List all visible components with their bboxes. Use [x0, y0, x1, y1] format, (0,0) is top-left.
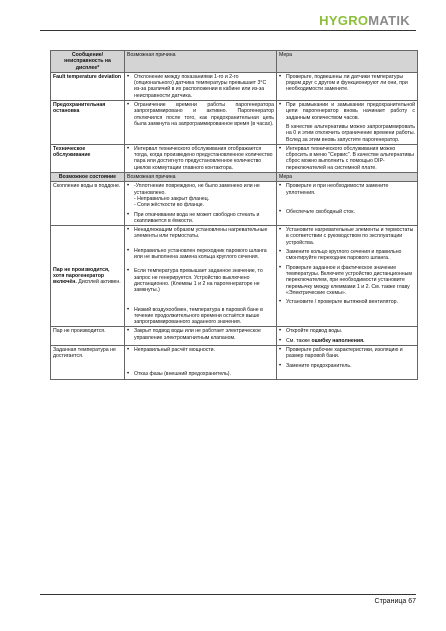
header-rule: [40, 30, 416, 31]
state-name: Заданная температура не достигается.: [51, 345, 125, 379]
page-number: Страница 67: [374, 598, 416, 605]
bullet-icon: •: [127, 268, 130, 275]
header-state: Возможное состояние: [51, 173, 125, 182]
measure-text: Проверьте заданное и фактическое значение температуры. Включите устройство дистанционным переключателем, при необходимости установите перемычку между клеммами 1 и 2. См. также главу «Электрические схемы».: [286, 264, 412, 296]
header-cause: Возможная причина: [125, 51, 277, 73]
header-measure: Мера: [277, 173, 418, 182]
measure-link-text: ошибку наполнения.: [311, 337, 365, 344]
measure-text: Замените предохранитель.: [286, 362, 352, 369]
table-row: [51, 226, 418, 327]
table-header-row: [51, 173, 418, 182]
bullet-icon: •: [127, 183, 130, 190]
measure-text: Проверьте рабочие характеристики, изоляцию и размер паровой бани.: [286, 346, 403, 360]
table-row: [51, 144, 418, 172]
bullet-icon: •: [279, 346, 282, 353]
measure-text: Проверьте, подвешены ли датчики температуры рядом друг с другом и функционируют ли они, при необходимости замените.: [286, 73, 408, 93]
fault-name: Техническое обслуживание: [51, 144, 125, 172]
bullet-icon: •: [279, 145, 282, 152]
cause-text: Неправильный расчёт мощности.: [134, 346, 216, 353]
table-row: [51, 101, 418, 145]
state-name: Пар не производится.: [51, 327, 125, 346]
cause-text: Низкий воздухообмен, температура в паровой бане в течение продолжительного времени остаётся выше запрограммированного заданного значения.: [134, 306, 263, 326]
measure-text: Откройте подвод воды.: [286, 328, 343, 335]
fault-name: Fault temperature deviation: [51, 72, 125, 100]
cause-text: Отказ фазы (внешний предохранитель).: [134, 371, 231, 378]
bullet-icon: •: [127, 145, 130, 152]
brand-logo: HYGROMATIK: [319, 13, 410, 28]
state-name: Скопление воды в поддоне.: [51, 182, 125, 226]
bullet-icon: •: [279, 264, 282, 271]
bullet-icon: •: [279, 227, 282, 234]
cause-text: - Соли жёсткости во фланце.: [134, 202, 205, 209]
cause-text: Если температура превышает заданное значение, то запрос не генерируется. Устройство выключено дистанционно. (Клеммы 1 и 2 на парогенераторе не замкнуты.): [134, 268, 263, 294]
measure-text: Обеспечьте свободный сток.: [286, 208, 355, 215]
bullet-icon: •: [279, 299, 282, 306]
cause-text: - Неправильно закрыт фланец.: [134, 195, 210, 202]
state-name: Пар не производится, хотя парогенератор включён. Дисплей активен.: [51, 226, 125, 327]
bullet-icon: •: [127, 328, 130, 335]
table-row: [51, 345, 418, 379]
measure-text: Интервал технического обслуживания можно сбросить в меню "Сервис". В качестве альтернативы сброс можно выполнить с помощью DIP-переключателей на системной плате.: [286, 145, 414, 171]
bullet-icon: •: [127, 102, 130, 109]
measure-text: При размыкании и замыкании предохранительной цепи парогенератор вновь начинает работу с заданным количеством часов.: [286, 102, 415, 121]
cause-text: При откачивании вода не может свободно стекать и скапливается в ёмкости.: [134, 211, 260, 224]
header-measure: Мера: [277, 51, 418, 73]
table-row: [51, 72, 418, 100]
cause-text: Отклонение между показаниями 1-го и 2-го (опционального) датчика температуры превышает 3°C из-за различий в их расположении в кабине или из-за неисправности датчика.: [134, 73, 267, 99]
cause-text: Интервал технического обслуживания отображается тогда, когда произведено предустановленное количество пара или достигнуто предустановленное количество циклов коммутации главного контактора.: [134, 145, 273, 171]
measure-text: Проверьте и при необходимости замените уплотнения.: [286, 183, 389, 196]
measure-text: Замените кольцо круглого сечения и правильно смонтируйте переходник парового шланга.: [286, 249, 402, 262]
header-message: Сообщение/ неисправность на дисплее*: [51, 51, 125, 73]
bullet-icon: •: [127, 73, 130, 80]
bullet-icon: •: [279, 208, 282, 215]
table-header-row: [51, 51, 418, 73]
bullet-icon: •: [127, 227, 130, 234]
troubleshooting-table: [50, 50, 418, 380]
footer-rule: [40, 594, 416, 595]
measure-text: Установите нагревательные элементы и термостаты в соответствии с руководством по эксплуатации устройства.: [286, 227, 414, 246]
bullet-icon: •: [279, 183, 282, 190]
bullet-icon: •: [127, 371, 130, 378]
bullet-icon: •: [279, 102, 282, 109]
cause-text: Закрыт подвод воды или не работает электрическое управление электромагнитным клапаном.: [134, 328, 261, 341]
bullet-icon: •: [279, 328, 282, 335]
table-row: [51, 327, 418, 346]
cause-text: Ограничение времени работы парогенератора запрограммировано и активно. Парогенератор отключился после того, как предохранительная цепь была замкнута на запрограммированное время (в часах).: [134, 102, 274, 127]
cause-text: Ненадлежащим образом установлены нагревательные элементы или термостаты.: [134, 227, 268, 240]
bullet-icon: •: [279, 362, 282, 369]
bullet-icon: •: [127, 247, 130, 254]
bullet-icon: •: [279, 337, 282, 344]
bullet-icon: •: [127, 346, 130, 353]
cause-text: -Уплотнение повреждено, не было заменено или не установлено.: [134, 183, 260, 196]
bullet-icon: •: [127, 306, 130, 313]
bullet-icon: •: [127, 211, 130, 218]
measure-text: См. также: [286, 337, 312, 344]
header-cause: Возможная причина: [125, 173, 277, 182]
cause-text: Неправильно установлен переходник парового шланга или не выполнена замена кольца круглого сечения.: [134, 247, 267, 261]
table-row: [51, 182, 418, 226]
measure-note: В качестве альтернативы можно запрограммировать на 0 и этим отключить ограничение времени работы. Вслед за этим вновь запустите парогенератор.: [286, 123, 415, 143]
measure-text: Установите / проверьте вытяжной вентилятор.: [286, 299, 398, 306]
bullet-icon: •: [279, 73, 282, 80]
fault-name: Предохранительная остановка: [51, 101, 125, 145]
bullet-icon: •: [279, 249, 282, 256]
